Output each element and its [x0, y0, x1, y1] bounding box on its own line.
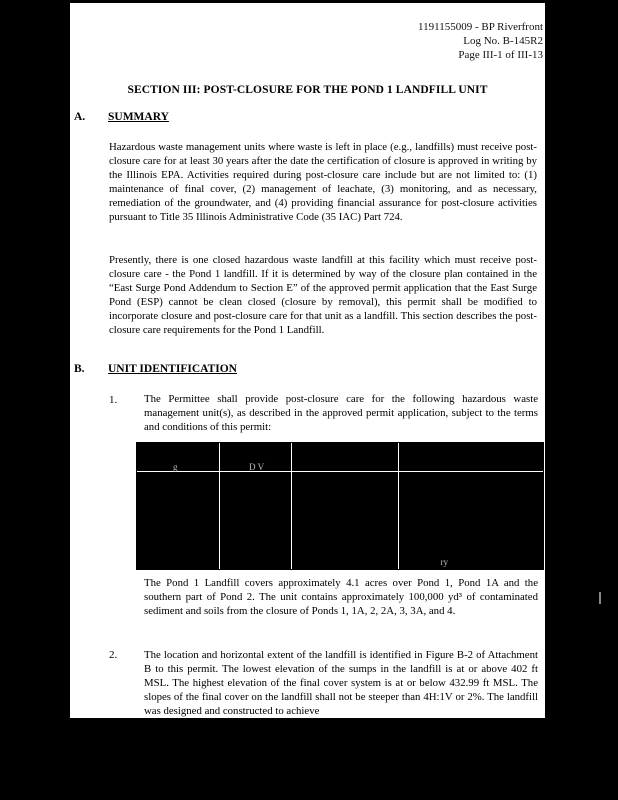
unit-table — [136, 442, 544, 570]
table-column-3 — [292, 443, 399, 569]
item-2-text: The location and horizontal extent of the landfill is identified in Figure B-2 of Attachment B to this permit. The lowest elevation of the sumps in the landfill is at or above 402 ft MSL. The highest elevation of the final cover system is at or below 432.99 ft MSL. The slopes of the final cover on the landfill shall not be steeper than 4H:1V or 2%. The landfill was designed and constructed to achieve — [144, 649, 538, 718]
table-header-dash-2 — [429, 471, 459, 472]
table-header-2: D V — [249, 462, 265, 472]
table-column-1 — [137, 443, 220, 569]
document-page — [70, 0, 545, 718]
table-header-dash — [307, 471, 377, 472]
header-page-number: Page III-1 of III-13 — [458, 49, 543, 61]
item-1-description: The Pond 1 Landfill covers approximately 4.1 acres over Pond 1, Pond 1A and the southern part of Pond 2. The unit contains approximately 100,000 yd³ of contaminated sediment and soils from the closure of Ponds 1, 1A, 2, 2A, 3, 3A, and 4. — [144, 577, 538, 618]
page-header — [418, 20, 543, 62]
section-a-letter: A. — [74, 111, 86, 123]
section-a-heading: SUMMARY — [108, 111, 169, 123]
item-1-number: 1. — [109, 394, 118, 406]
summary-paragraph-2: Presently, there is one closed hazardous waste landfill at this facility which must receive post-closure care - the Pond 1 landfill. If it is determined by way of the closure plan contained in the “East Surge Pond Addendum to Section E” of the approved permit application that the East Surge Pond (ESP) cannot be clean closed (closure by removal), this permit shall be modified to incorporate closure and post-closure care for that unit as a landfill. This section describes the post-closure care requirements for the Pond 1 Landfill. — [109, 254, 537, 337]
scan-artifact — [599, 592, 601, 604]
item-2-number: 2. — [109, 649, 118, 661]
summary-paragraph-1: Hazardous waste management units where waste is left in place (e.g., landfills) must receive post-closure care for at least 30 years after the date the certification of closure is approved in writing by the Illinois EPA. Activities required during post-closure care include but are not limited to: (1) maintenance of final cover, (2) management of leachate, (3) monitoring, and as necessary, remediation of the groundwater, and (4) providing financial assurance for post-closure activities pursuant to Title 35 Illinois Administrative Code (35 IAC) Part 724. — [109, 141, 537, 224]
table-header-1: g — [173, 462, 178, 472]
section-b-heading: UNIT IDENTIFICATION — [108, 363, 237, 375]
section-b-letter: B. — [74, 363, 85, 375]
header-log-number: Log No. B-145R2 — [463, 35, 543, 47]
table-cell-text: ry — [440, 557, 448, 567]
top-scan-edge — [70, 0, 545, 3]
section-title: SECTION III: POST-CLOSURE FOR THE POND 1 LANDFILL UNIT — [127, 84, 488, 96]
item-1-text: The Permittee shall provide post-closure care for the following hazardous waste management unit(s), as described in the approved permit application, subject to the terms and conditions of this permit: — [144, 393, 538, 434]
header-permit-id: 1191155009 - BP Riverfront — [418, 21, 543, 33]
